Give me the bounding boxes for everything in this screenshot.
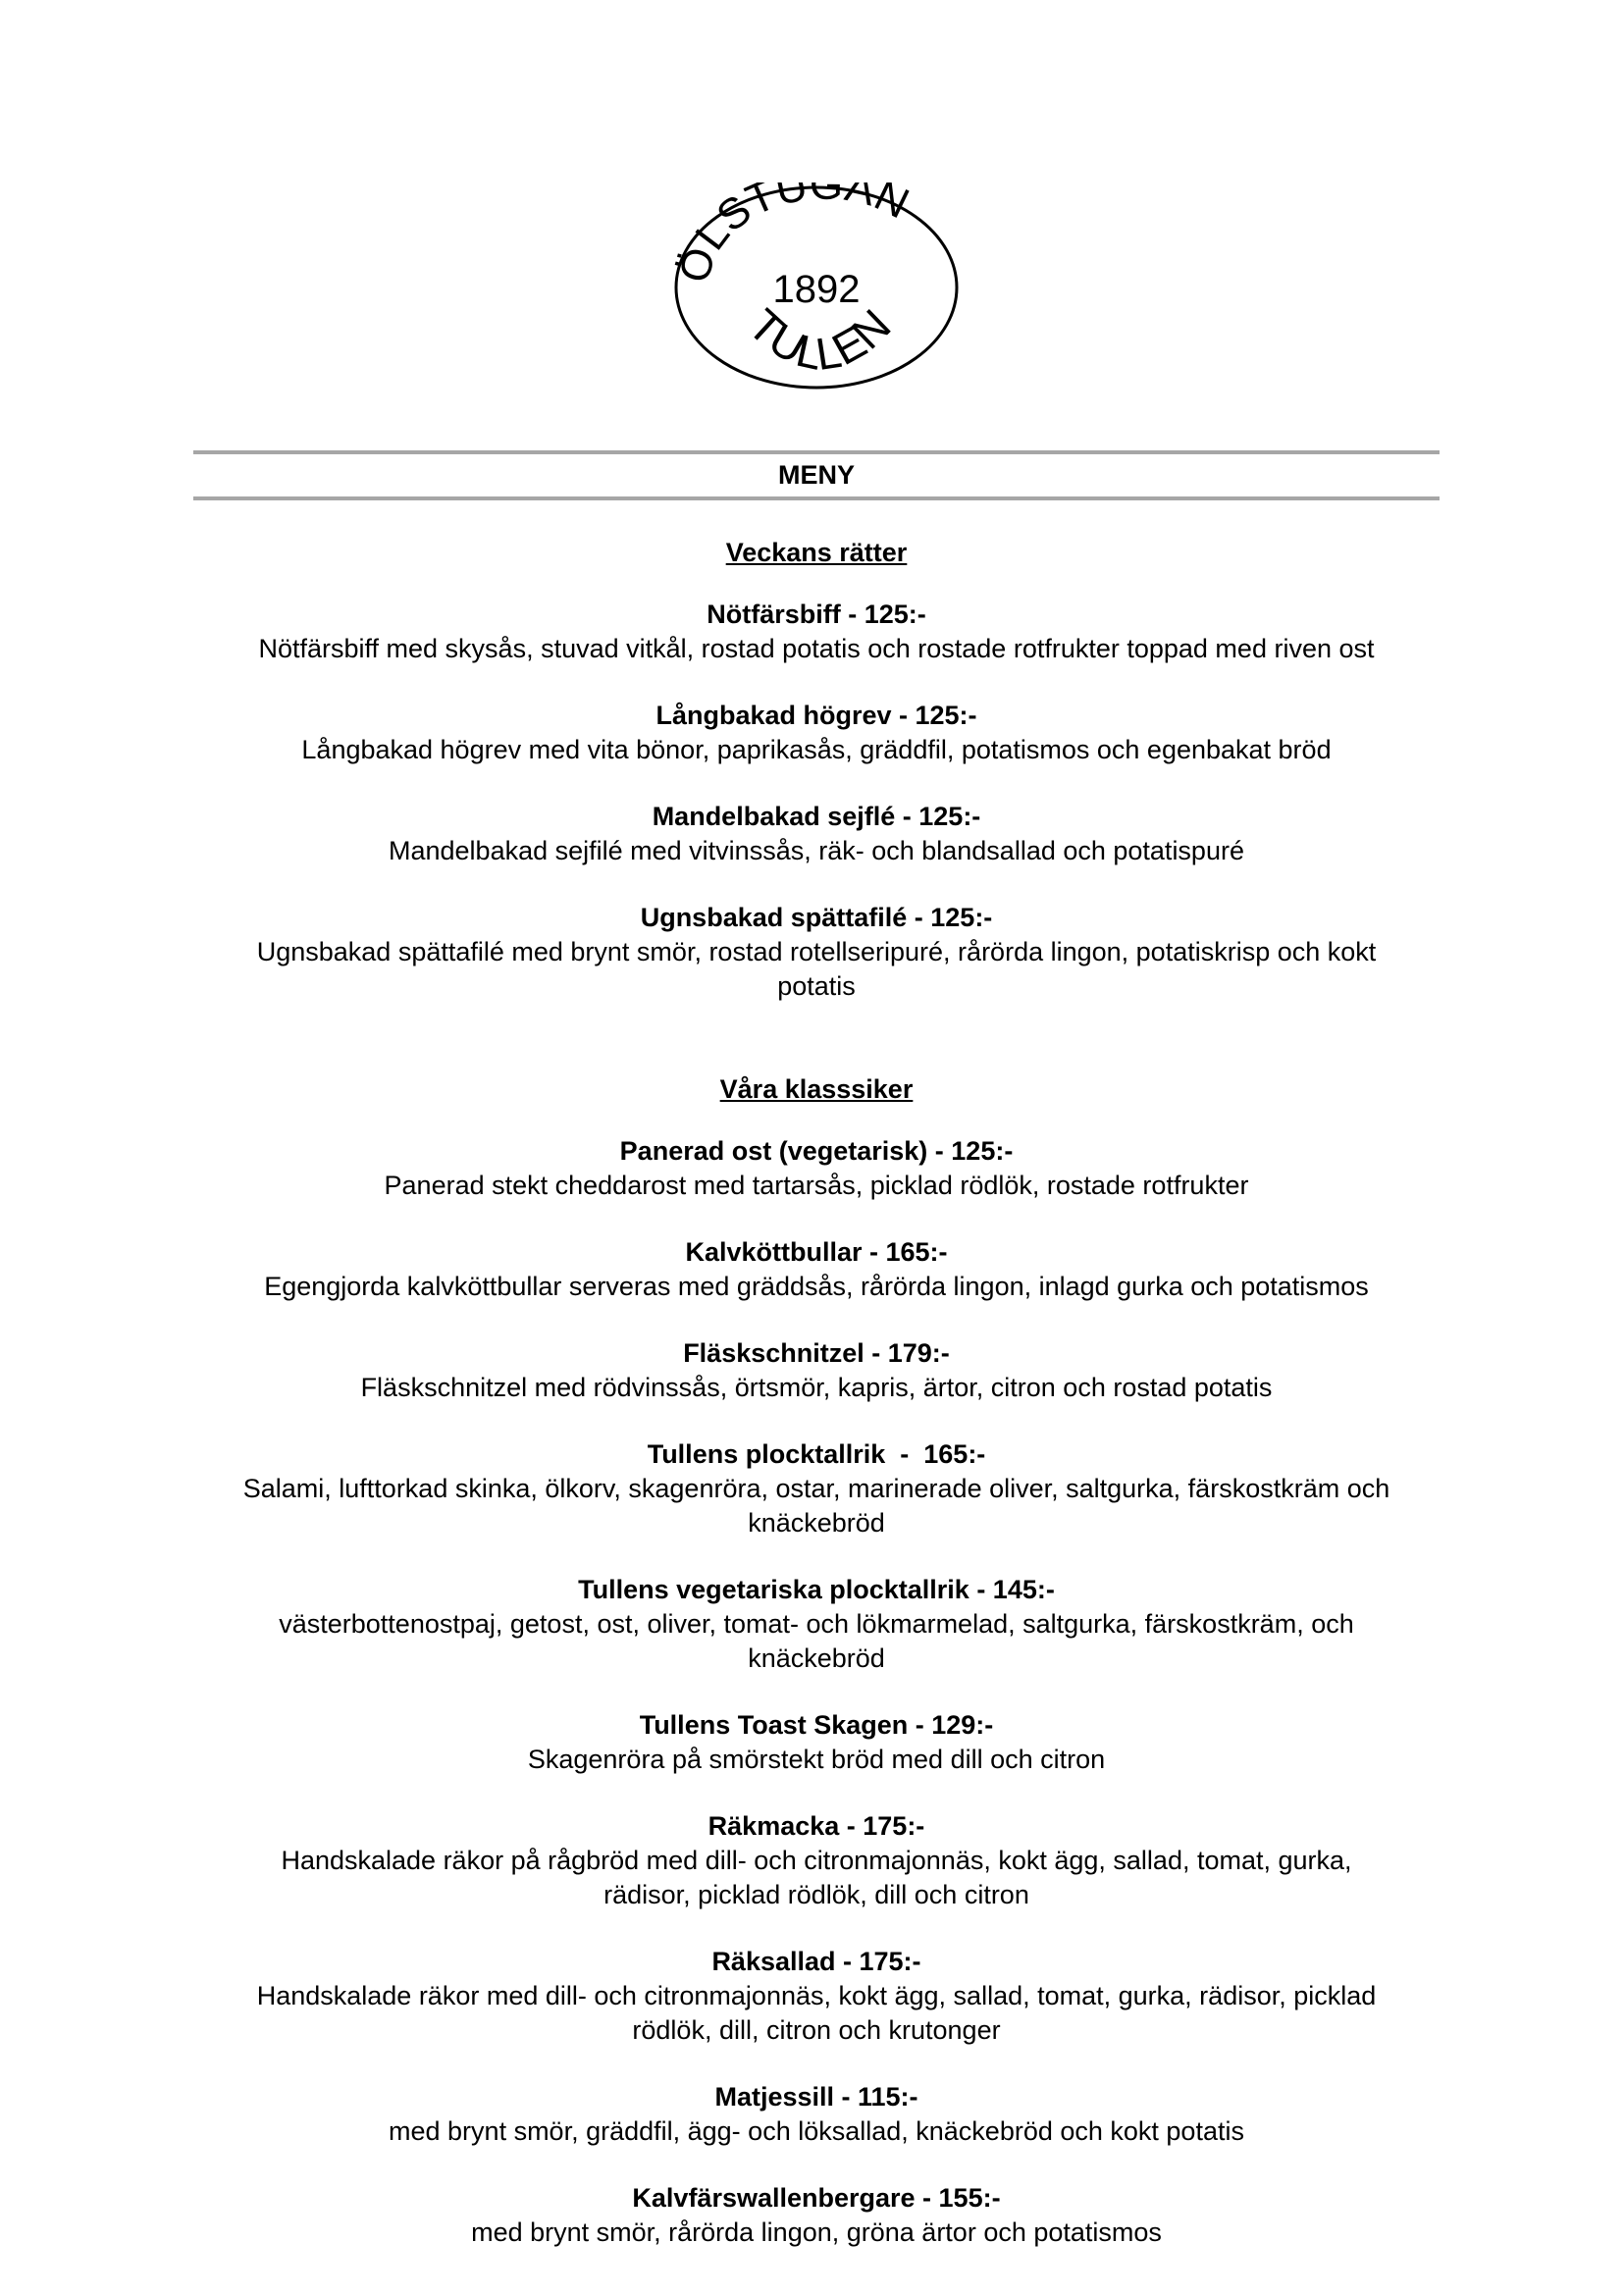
- divider-top: [193, 450, 1440, 454]
- dish-name: Tullens Toast Skagen - 129:-: [639, 1710, 994, 1740]
- dish-item: [193, 1437, 1440, 1540]
- dish-description: Nötfärsbiff med skysås, stuvad vitkål, rostad potatis och rostade rotfrukter toppad med riven ost: [258, 634, 1375, 663]
- dish-item: [193, 1336, 1440, 1405]
- dish-name: Ugnsbakad spättafilé - 125:-: [640, 903, 993, 932]
- dish-name: Räkmacka - 175:-: [707, 1811, 925, 1841]
- menu-section: [193, 1071, 1440, 2250]
- logo-top-text: ÖLSTUGAN: [672, 183, 917, 288]
- section-title: Veckans rätter: [725, 538, 908, 567]
- dish-name: Mandelbakad sejflé - 125:-: [652, 802, 981, 831]
- dish-name: Fläskschnitzel - 179:-: [683, 1338, 950, 1368]
- dish-name: Räksallad - 175:-: [711, 1947, 921, 1976]
- dish-name: Tullens vegetariska plocktallrik - 145:-: [578, 1575, 1055, 1604]
- dish-item: [193, 2080, 1440, 2149]
- dish-description: Salami, lufttorkad skinka, ölkorv, skagenröra, ostar, marinerade oliver, saltgurka, färskostkräm och knäckebröd: [242, 1474, 1390, 1538]
- divider-bottom: [193, 496, 1440, 500]
- dish-description: Handskalade räkor med dill- och citronmajonnäs, kokt ägg, sallad, tomat, gurka, rädisor, picklad rödlök, dill, citron och krutonger: [256, 1981, 1377, 2045]
- dish-item: [193, 2181, 1440, 2250]
- dish-item: [193, 1809, 1440, 1912]
- logo-bottom-text: TULLEN: [738, 298, 901, 381]
- dish-description: Skagenröra på smörstekt bröd med dill och citron: [527, 1745, 1106, 1774]
- dish-item: [193, 1708, 1440, 1777]
- logo-emblem: [672, 183, 962, 393]
- dish-description: med brynt smör, rårörda lingon, gröna ärtor och potatismos: [471, 2217, 1162, 2247]
- dish-item: [193, 1235, 1440, 1304]
- dish-description: Handskalade räkor på rågbröd med dill- och citronmajonnäs, kokt ägg, sallad, tomat, gurka, rädisor, picklad rödlök, dill och citron: [281, 1846, 1352, 1909]
- dish-name: Matjessill - 115:-: [714, 2082, 918, 2112]
- menu-heading: MENY: [777, 460, 855, 490]
- dish-item: [193, 901, 1440, 1004]
- dish-name: Panerad ost (vegetarisk) - 125:-: [619, 1136, 1014, 1166]
- dish-item: [193, 598, 1440, 666]
- dish-description: Mandelbakad sejfilé med vitvinssås, räk- och blandsallad och potatispuré: [389, 836, 1244, 865]
- dish-item: [193, 800, 1440, 868]
- section-spacer: [193, 1036, 1440, 1071]
- section-title: Våra klasssiker: [719, 1074, 914, 1104]
- dish-description: Fläskschnitzel med rödvinssås, örtsmör, kapris, ärtor, citron och rostad potatis: [360, 1373, 1273, 1402]
- dish-name: Tullens plocktallrik - 165:-: [647, 1439, 986, 1469]
- dish-name: Nötfärsbiff - 125:-: [707, 600, 926, 629]
- restaurant-logo: [672, 183, 962, 393]
- menu-content: [193, 535, 1440, 2282]
- logo-year: 1892: [772, 268, 861, 311]
- menu-section: [193, 535, 1440, 1004]
- dish-name: Kalvköttbullar - 165:-: [685, 1237, 948, 1267]
- dish-item: [193, 1573, 1440, 1676]
- dish-description: Ugnsbakad spättafilé med brynt smör, rostad rotellseripuré, rårörda lingon, potatiskrisp och kokt potatis: [256, 937, 1377, 1001]
- dish-item: [193, 1945, 1440, 2048]
- dish-description: med brynt smör, gräddfil, ägg- och löksallad, knäckebröd och kokt potatis: [389, 2116, 1244, 2146]
- dish-description: Panerad stekt cheddarost med tartarsås, picklad rödlök, rostade rotfrukter: [384, 1171, 1249, 1200]
- dish-name: Kalvfärswallenbergare - 155:-: [632, 2183, 1001, 2213]
- dish-item: [193, 699, 1440, 767]
- dish-description: västerbottenostpaj, getost, ost, oliver, tomat- och lökmarmelad, saltgurka, färskostkräm, och knäckebröd: [279, 1609, 1354, 1673]
- dish-name: Långbakad högrev - 125:-: [655, 701, 977, 730]
- dish-item: [193, 1134, 1440, 1203]
- dish-description: Egengjorda kalvköttbullar serveras med gräddsås, rårörda lingon, inlagd gurka och potatismos: [264, 1272, 1369, 1301]
- dish-description: Långbakad högrev med vita bönor, paprikasås, gräddfil, potatismos och egenbakat bröd: [301, 735, 1332, 764]
